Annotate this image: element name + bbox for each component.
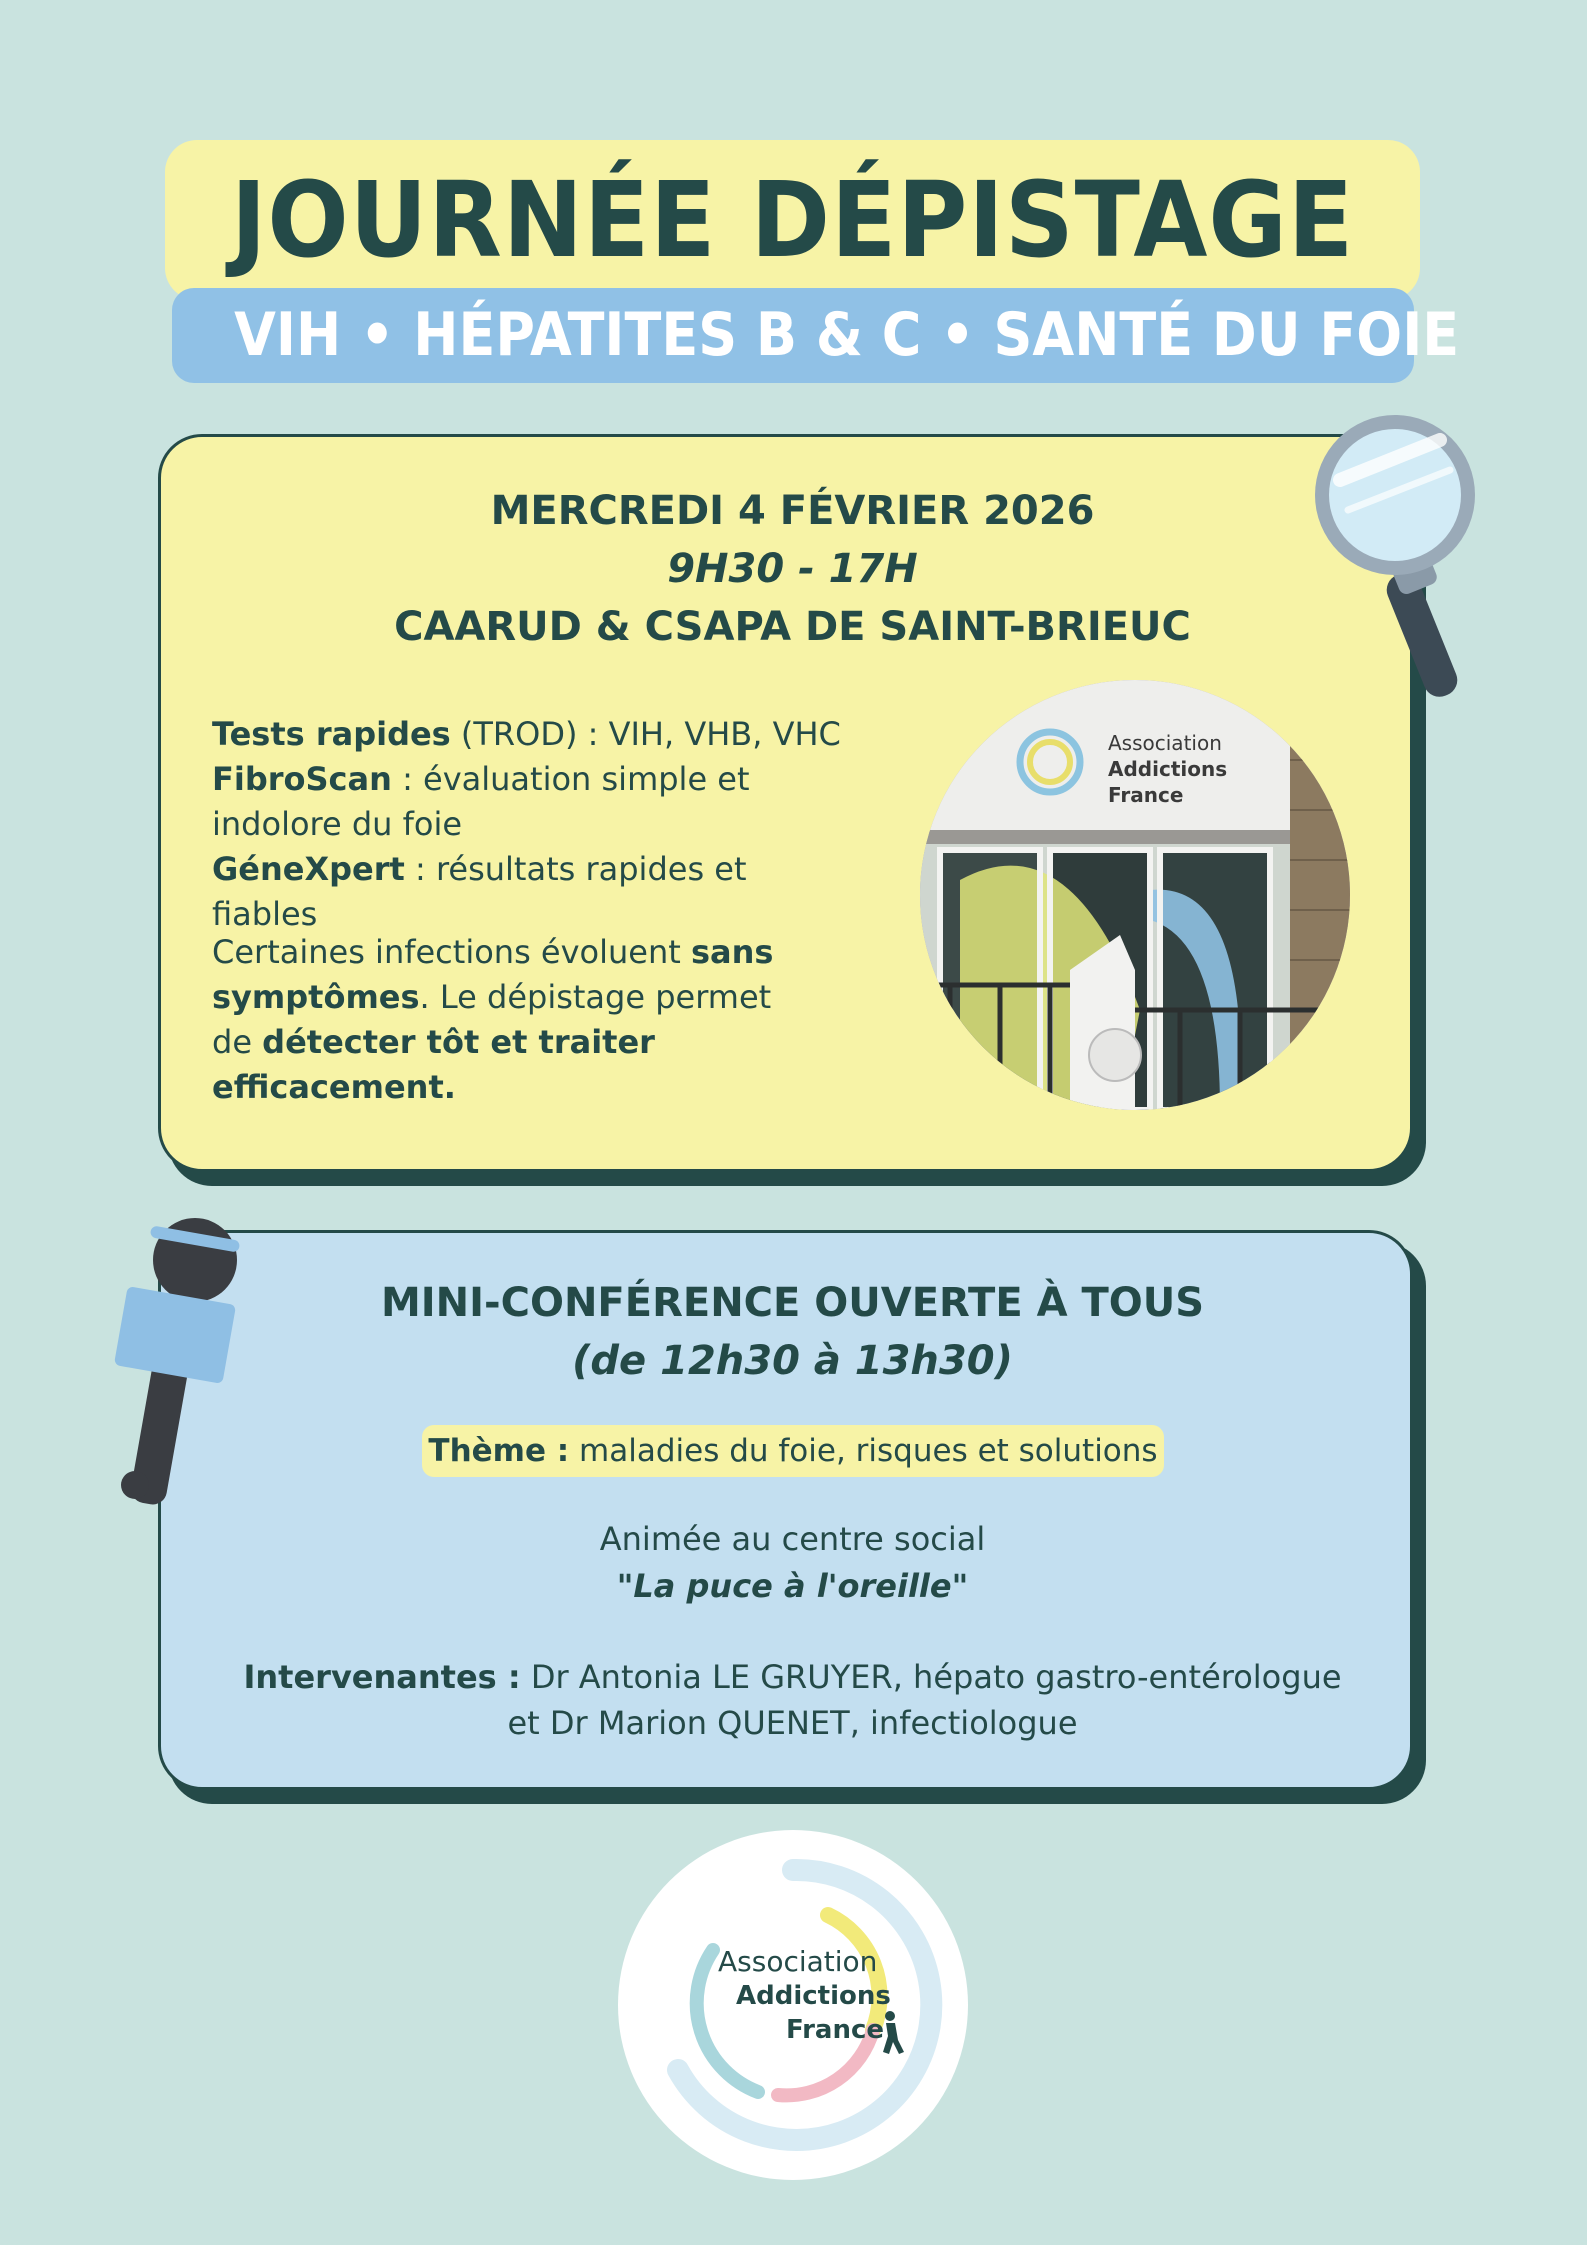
conference-speakers: Intervenantes : Dr Antonia LE GRUYER, hépato gastro-entérologue et Dr Marion QUENET, infectiologue [243, 1658, 1342, 1742]
page-title: JOURNÉE DÉPISTAGE [230, 159, 1355, 281]
conference-host-label: Animée au centre social [599, 1520, 986, 1558]
conference-time: (de 12h30 à 13h30) [572, 1338, 1013, 1384]
conference-title: MINI-CONFÉRENCE OUVERTE À TOUS [380, 1280, 1205, 1326]
services-list [212, 712, 852, 937]
photo-sign-text: Association Addictions France [1108, 731, 1228, 807]
event-place: CAARUD & CSAPA DE SAINT-BRIEUC [394, 604, 1191, 650]
service-item: GéneXpert : résultats rapides et fiables [212, 850, 747, 933]
event-date: MERCREDI 4 FÉVRIER 2026 [490, 488, 1095, 534]
page-subtitle: VIH • HÉPATITES B & C • SANTÉ DU FOIE [234, 300, 1460, 370]
conference-venue: "La puce à l'oreille" [616, 1567, 969, 1605]
building-photo [920, 680, 1350, 1110]
logo-line-addictions: Addictions [736, 1981, 891, 2011]
logo-line-association: Association [718, 1945, 878, 1978]
infections-text: Certaines infections évoluent sans symptômes. Le dépistage permet de détecter tôt et traiter efficacement. [212, 933, 774, 1106]
association-logo [618, 1830, 968, 2180]
conference-theme: Thème : maladies du foie, risques et solutions [428, 1433, 1158, 1469]
service-item: FibroScan : évaluation simple et indolore du foie [212, 760, 750, 843]
logo-line-france: France [786, 2015, 885, 2045]
service-item: Tests rapides (TROD) : VIH, VHB, VHC [212, 715, 841, 753]
event-hours: 9H30 - 17H [667, 546, 918, 592]
